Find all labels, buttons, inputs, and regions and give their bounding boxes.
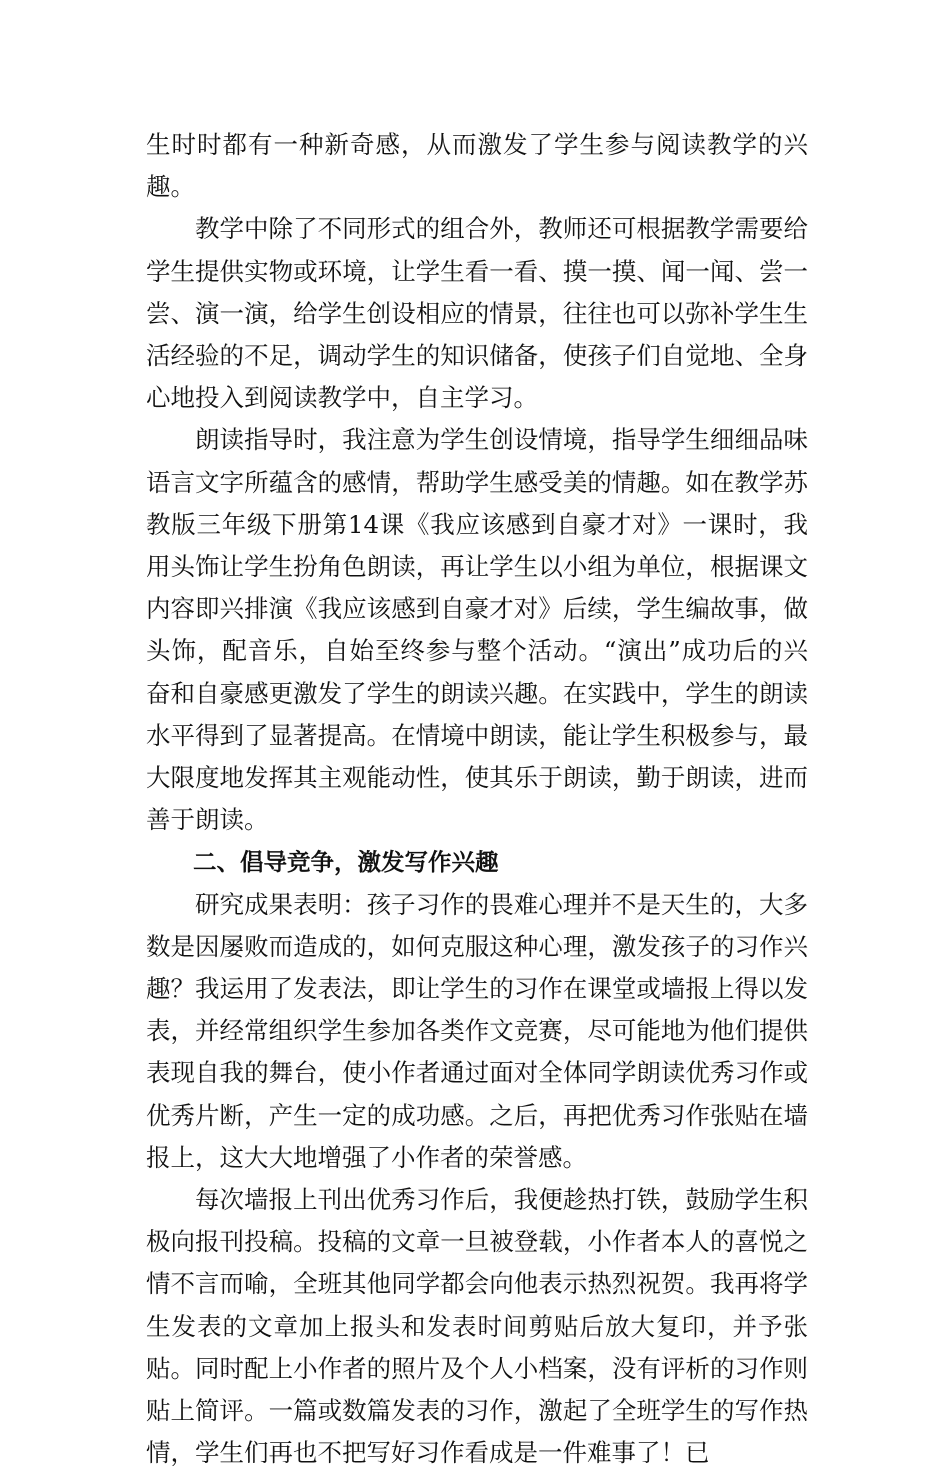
paragraph-1: 生时时都有一种新奇感，从而激发了学生参与阅读教学的兴趣。 [146, 130, 808, 202]
document-page [146, 124, 808, 1475]
paragraph-2: 教学中除了不同形式的组合外，教师还可根据教学需要给学生提供实物或环境，让学生看一看、摸一摸、闻一闻、尝一尝、演一演，给学生创设相应的情景，往往也可以弥补学生生活经验的不足，调动学生的知识储备，使孩子们自觉地、全身心地投入到阅读教学中，自主学习。 [146, 214, 808, 413]
section-heading: 二、倡导竞争，激发写作兴趣 [193, 848, 499, 877]
paragraph-3: 朗读指导时，我注意为学生创设情境，指导学生细细品味语言文字所蕴含的感情，帮助学生感受美的情趣。如在教学苏教版三年级下册第14课《我应该感到自豪才对》一课时，我用头饰让学生扮角色朗读，再让学生以小组为单位，根据课文内容即兴排演《我应该感到自豪才对》后续，学生编故事，做头饰，配音乐，自始至终参与整个活动。“演出”成功后的兴奋和自豪感更激发了学生的朗读兴趣。在实践中，学生的朗读水平得到了显著提高。在情境中朗读，能让学生积极参与，最大限度地发挥其主观能动性，使其乐于朗读，勤于朗读，进而善于朗读。 [146, 425, 808, 835]
paragraph-4: 研究成果表明：孩子习作的畏难心理并不是天生的，大多数是因屡败而造成的，如何克服这种心理，激发孩子的习作兴趣？我运用了发表法，即让学生的习作在课堂或墙报上得以发表，并经常组织学生参加各类作文竞赛，尽可能地为他们提供表现自我的舞台，使小作者通过面对全体同学朗读优秀习作或优秀片断，产生一定的成功感。之后，再把优秀习作张贴在墙报上，这大大地增强了小作者的荣誉感。 [146, 889, 808, 1172]
paragraph-5: 每次墙报上刊出优秀习作后，我便趁热打铁，鼓励学生积极向报刊投稿。投稿的文章一旦被登载，小作者本人的喜悦之情不言而喻，全班其他同学都会向他表示热烈祝贺。我再将学生发表的文章加上报头和发表时间剪贴后放大复印，并予张贴。同时配上小作者的照片及个人小档案，没有评析的习作则贴上简评。一篇或数篇发表的习作，激起了全班学生的写作热情，学生们再也不把写好习作看成是一件难事了！已 [146, 1185, 808, 1468]
